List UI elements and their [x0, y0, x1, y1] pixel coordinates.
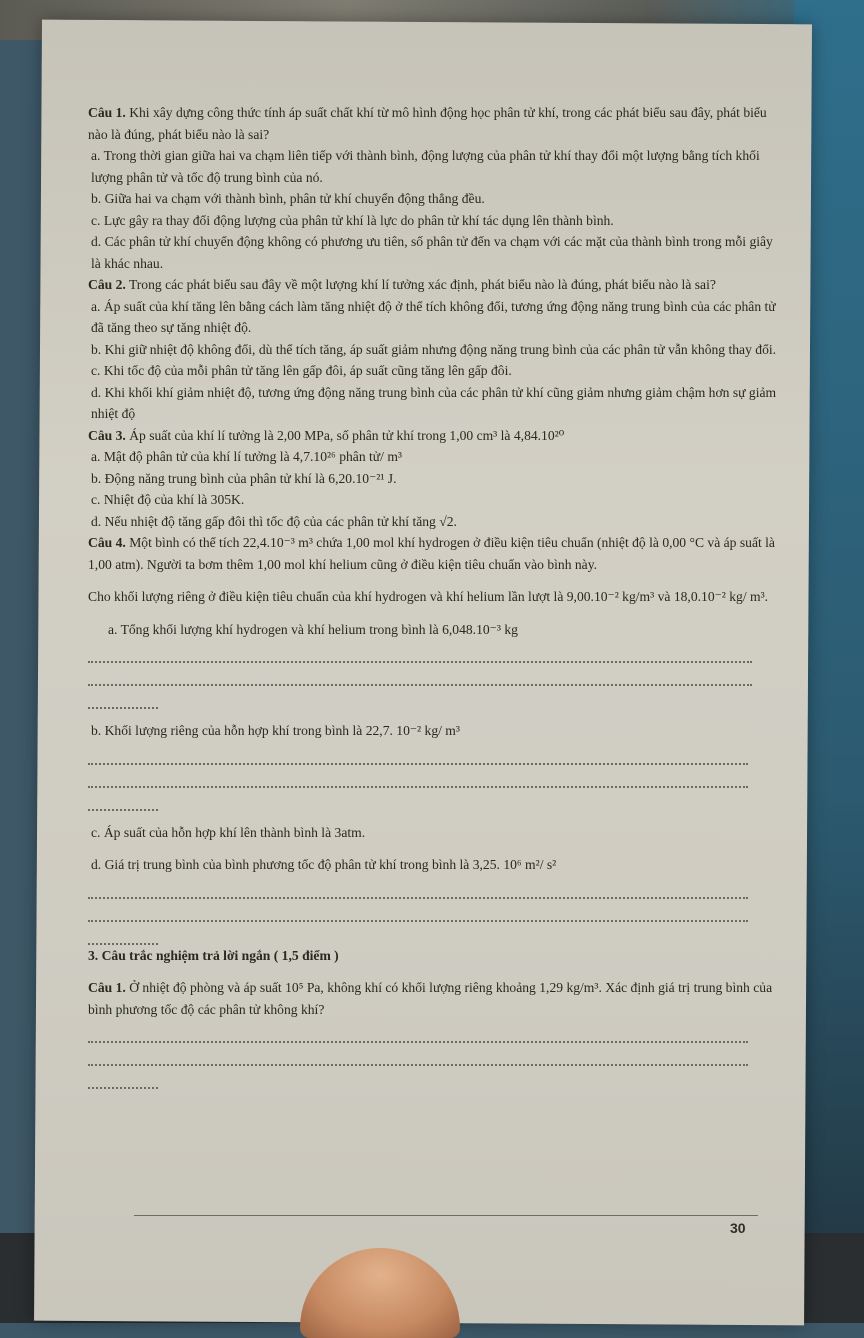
- q4-stem: [88, 532, 778, 575]
- answer-line[interactable]: [88, 1070, 158, 1089]
- s3-q1-stem: [88, 977, 778, 1020]
- q2-stem: [88, 274, 778, 296]
- q3-text: Áp suất của khí lí tưởng là 2,00 MPa, số phân tử khí trong 1,00 cm³ là 4,84.10²⁰: [129, 427, 565, 443]
- q4-title: Câu 4.: [88, 535, 126, 550]
- q3-option-a: a. Mật độ phân tử của khí lí tưởng là 4,7.10²⁶ phân tử/ m³: [91, 449, 402, 464]
- answer-line[interactable]: [88, 746, 748, 765]
- q3-option-c: c. Nhiệt độ của khí là 305K.: [91, 492, 245, 507]
- q3-option-d: d. Nếu nhiệt độ tăng gấp đôi thì tốc độ của các phân tử khí tăng √2.: [91, 513, 457, 529]
- q2-option-c: c. Khi tốc độ của mỗi phân tử tăng lên gấp đôi, áp suất cũng tăng lên gấp đôi.: [91, 363, 512, 378]
- answer-line[interactable]: [88, 792, 158, 811]
- q1-option-b: b. Giữa hai va chạm với thành bình, phân tử khí chuyển động thẳng đều.: [91, 191, 485, 206]
- worksheet-content: [88, 102, 778, 1089]
- footer-rule: [134, 1215, 758, 1216]
- q4-option-d: d. Giá trị trung bình của bình phương tốc độ phân tử khí trong bình là 3,25. 10⁶ m²/ s²: [91, 857, 557, 872]
- q2-option-d: d. Khi khối khí giảm nhiệt độ, tương ứng động năng trung bình của các phân tử khí cũng giảm nhưng giảm chậm hơn sự giảm nhiệt độ: [91, 384, 777, 421]
- q1-text: Khi xây dựng công thức tính áp suất chất khí từ mô hình động học phân tử khí, trong các phát biểu sau đây, phát biểu nào là đúng, phát biểu nào là sai?: [88, 105, 767, 142]
- q4-given: Cho khối lượng riêng ở điều kiện tiêu chuẩn của khí hydrogen và khí helium lần lượt là 9,00.10⁻² kg/m³ và 18,0.10⁻² kg/ m³.: [88, 589, 769, 604]
- q1-option-a: a. Trong thời gian giữa hai va chạm liên tiếp với thành bình, động lượng của phân tử khí thay đổi một lượng bằng tích khối lượng phân tử và tốc độ trung bình của nó.: [91, 148, 760, 185]
- answer-line[interactable]: [88, 644, 752, 663]
- answer-line[interactable]: [88, 769, 748, 788]
- answer-line[interactable]: [88, 667, 752, 686]
- answer-line[interactable]: [88, 690, 158, 709]
- answer-line[interactable]: [88, 1024, 748, 1043]
- q3-option-b: b. Động năng trung bình của phân tử khí là 6,20.10⁻²¹ J.: [91, 470, 397, 486]
- s3-q1-title: Câu 1.: [88, 980, 126, 995]
- q1-option-c: c. Lực gây ra thay đổi động lượng của phân tử khí là lực do phân tử khí tác dụng lên thành bình.: [91, 212, 614, 228]
- q3-stem: [88, 425, 778, 447]
- q4-text: Một bình có thể tích 22,4.10⁻³ m³ chứa 1,00 mol khí hydrogen ở điều kiện tiêu chuẩn (nhiệt độ là 0,00 °C và áp suất là 1,00 atm). Người ta bơm thêm 1,00 mol khí helium cũng ở điều kiện tiêu chuẩn vào bình này.: [88, 535, 775, 572]
- q4-option-b: b. Khối lượng riêng của hỗn hợp khí trong bình là 22,7. 10⁻² kg/ m³: [91, 723, 460, 738]
- answer-line[interactable]: [88, 880, 748, 899]
- answer-line[interactable]: [88, 1047, 748, 1066]
- q1-title: Câu 1.: [88, 105, 126, 120]
- section-3-title: 3. Câu trắc nghiệm trả lời ngắn ( 1,5 điểm ): [88, 947, 339, 963]
- answer-line[interactable]: [88, 926, 158, 945]
- q4-option-a: a. Tổng khối lượng khí hydrogen và khí helium trong bình là 6,048.10⁻³ kg: [108, 621, 518, 637]
- q1-option-d: d. Các phân tử khí chuyển động không có phương ưu tiên, số phân tử đến va chạm với các mặt của thành bình trong mỗi giây là khác nhau.: [91, 234, 773, 271]
- q1-stem: [88, 102, 778, 145]
- page-number: 30: [730, 1220, 746, 1236]
- answer-line[interactable]: [88, 903, 748, 922]
- q3-title: Câu 3.: [88, 427, 126, 443]
- q2-text: Trong các phát biểu sau đây về một lượng khí lí tưởng xác định, phát biểu nào là đúng, phát biểu nào là sai?: [128, 277, 716, 292]
- q2-option-b: b. Khi giữ nhiệt độ không đổi, dù thể tích tăng, áp suất giảm nhưng động năng trung bình của các phân tử vẫn không thay đổi.: [91, 341, 777, 357]
- s3-q1-text: Ở nhiệt độ phòng và áp suất 10⁵ Pa, không khí có khối lượng riêng khoảng 1,29 kg/m³. Xác định giá trị trung bình của bình phương tốc độ các phân tử không khí?: [88, 980, 773, 1017]
- q2-title: Câu 2.: [88, 277, 126, 292]
- q4-option-c: c. Áp suất của hỗn hợp khí lên thành bình là 3atm.: [91, 824, 366, 840]
- q2-option-a: a. Áp suất của khí tăng lên bằng cách làm tăng nhiệt độ ở thể tích không đổi, tương ứng động năng trung bình của các phân tử đã tăng theo sự tăng nhiệt độ.: [91, 298, 776, 335]
